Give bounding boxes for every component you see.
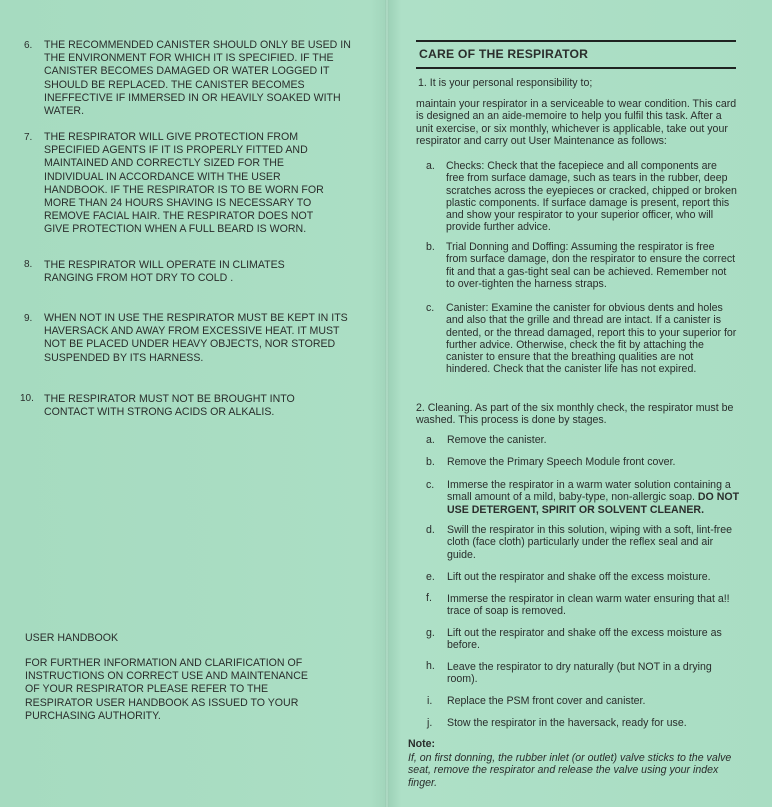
item-10-number: 10. [20, 393, 34, 404]
item-9-number: 9. [24, 313, 33, 324]
clean-a-text: Remove the canister. [447, 434, 547, 446]
page-fold [385, 0, 389, 807]
section-heading: CARE OF THE RESPIRATOR [419, 47, 589, 61]
clean-f-label: f. [426, 592, 432, 604]
item-6-text: THE RECOMMENDED CANISTER SHOULD ONLY BE USED IN THE ENVIRONMENT FOR WHICH IT IS SPECIFIED. IF THE CANISTER BECOMES DAMAGED OR WATER LOGGED IT SHOULD BE REPLACED. THE CANISTER BECOMES INEFFECTIVE IF IMMERSED IN OR HEAVILY SOAKED WITH WATER. [44, 39, 351, 118]
item-7-text: THE RESPIRATOR WILL GIVE PROTECTION FROM SPECIFIED AGENTS IF IT IS PROPERLY FITTED AND MAINTAINED AND CORRECTLY SIZED FOR THE INDIVIDUAL IN ACCORDANCE WITH THE USER HANDBOOK. IF THE RESPIRATOR IS TO BE WORN FOR MORE THAN 24 HOURS SHAVING IS NECESSARY TO REMOVE FACIAL HAIR. THE RESPIRATOR DOES NOT GIVE PROTECTION WHEN A FULL BEARD IS WORN. [44, 131, 324, 236]
clean-e-label: e. [426, 571, 435, 583]
item-8-number: 8. [24, 259, 33, 270]
clean-h-label: h. [426, 660, 435, 672]
item-7-number: 7. [24, 132, 33, 143]
intro-line: 1. It is your personal responsibility to; [418, 77, 593, 89]
clean-c-warning: DO NOT USE DETERGENT, SPIRIT OR SOLVENT CLEANER. [447, 491, 740, 516]
maint-b-text: Trial Donning and Doffing: Assuming the respirator is free from surface damage, don the respirator to ensure the correct fit and that a gas-tight seal can be achieved. Remember not to over-tighten the harness straps. [446, 241, 736, 290]
item-8-text: THE RESPIRATOR WILL OPERATE IN CLIMATES RANGING FROM HOT DRY TO COLD . [44, 259, 285, 285]
item-10-text: THE RESPIRATOR MUST NOT BE BROUGHT INTO CONTACT WITH STRONG ACIDS OR ALKALIS. [44, 393, 295, 419]
maint-a-label: a. [426, 160, 435, 172]
clean-c-body: Immerse the respirator in a warm water solution containing a small amount of a mild, baby-type, non-allergic soap. [447, 479, 731, 504]
heading-rule-bottom [416, 67, 736, 69]
clean-b-text: Remove the Primary Speech Module front cover. [447, 456, 676, 468]
clean-g-label: g. [426, 627, 435, 639]
maint-c-text: Canister: Examine the canister for obvious dents and holes and also that the grille and thread are intact. If a canister is dented, or the thread damaged, report this to your superior for further advice. Otherwise, check the fit by attaching the canister to ensure that the breathing qualities are not hindered. Check that the canister life has not expired. [446, 302, 737, 376]
clean-j-label: j. [427, 717, 433, 729]
clean-i-text: Replace the PSM front cover and canister. [447, 695, 646, 707]
item-6-number: 6. [24, 40, 33, 51]
intro-paragraph: maintain your respirator in a serviceable to wear condition. This card is designed an an aide-memoire to help you fulfil this task. After a unit exercise, or six monthly, whichever is applicable, take out your respirator and carry out User Maintenance as follows: [416, 98, 737, 147]
cleaning-intro: 2. Cleaning. As part of the six monthly check, the respirator must be washed. This process is done by stages. [416, 402, 734, 427]
clean-c-text [447, 479, 742, 516]
item-9-text: WHEN NOT IN USE THE RESPIRATOR MUST BE KEPT IN ITS HAVERSACK AND AWAY FROM EXCESSIVE HEAT. IT MUST NOT BE PLACED UNDER HEAVY OBJECTS, NOR STORED SUSPENDED BY ITS HARNESS. [44, 312, 348, 364]
clean-g-text: Lift out the respirator and shake off the excess moisture as before. [447, 627, 722, 652]
heading-rule-top [416, 40, 736, 42]
note-text: If, on first donning, the rubber inlet (or outlet) valve sticks to the valve seat, remove the respirator and release the valve using your index finger. [408, 752, 732, 789]
clean-c-label: c. [426, 479, 435, 491]
clean-h-text: Leave the respirator to dry naturally (but NOT in a drying room). [447, 661, 712, 686]
clean-d-label: d. [426, 524, 435, 536]
clean-b-label: b. [426, 456, 435, 468]
clean-d-text: Swill the respirator in this solution, wiping with a soft, lint-free cloth (face cloth) particularly under the reflex seal and air guide. [447, 524, 732, 561]
clean-j-text: Stow the respirator in the haversack, ready for use. [447, 717, 687, 729]
clean-i-label: i. [427, 695, 433, 707]
clean-a-label: a. [426, 434, 435, 446]
clean-e-text: Lift out the respirator and shake off the excess moisture. [447, 571, 711, 583]
clean-f-text: Immerse the respirator in clean warm water ensuring that a!! trace of soap is removed. [447, 593, 730, 618]
handbook-title: USER HANDBOOK [25, 632, 119, 644]
maint-a-text: Checks: Check that the facepiece and all components are free from surface damage, such as tears in the rubber, deep scratches across the eyepieces or cracked, chipped or broken plastic components. If surface damage is present, report this and show your respirator to your superior officer, who will provide further advice. [446, 160, 737, 234]
maint-b-label: b. [426, 241, 435, 253]
note-title: Note: [408, 738, 436, 750]
maint-c-label: c. [426, 302, 435, 314]
handbook-text: FOR FURTHER INFORMATION AND CLARIFICATION OF INSTRUCTIONS ON CORRECT USE AND MAINTENANCE OF YOUR RESPIRATOR PLEASE REFER TO THE RESPIRATOR USER HANDBOOK AS ISSUED TO YOUR PURCHASING AUTHORITY. [25, 657, 308, 722]
